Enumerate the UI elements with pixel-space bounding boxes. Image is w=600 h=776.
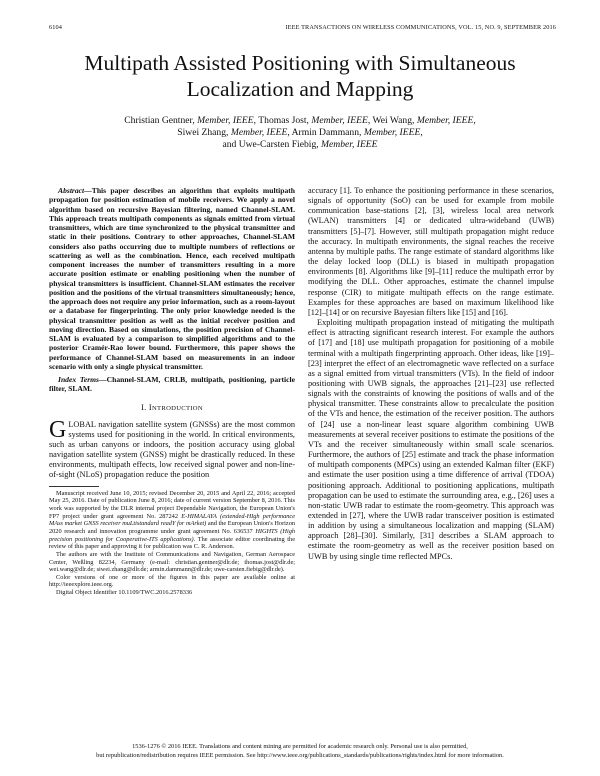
author-line-1: Christian Gentner, Member, IEEE, Thomas Jost, Member, IEEE, Wei Wang, Member, IEEE, xyxy=(124,115,476,126)
author-role: Member, IEEE xyxy=(321,139,378,150)
index-terms: Index Terms—Channel-SLAM, CRLB, multipath, positioning, particle filter, SLAM. xyxy=(49,375,295,394)
author-list xyxy=(60,115,540,151)
index-terms-text: Channel-SLAM, CRLB, multipath, positioning, particle filter, SLAM. xyxy=(49,375,295,394)
section-heading-introduction: I. INTRODUCTION xyxy=(141,402,203,412)
copyright-line-2: but republication/redistribution requires IEEE permission. See http://www.ieee.org/publications_standards/publications/rights/index.html for more information. xyxy=(96,751,504,759)
title-line-2: Localization and Mapping xyxy=(186,77,414,101)
drop-cap: G xyxy=(49,416,67,443)
paper-title xyxy=(30,50,570,102)
footnote-doi: Digital Object Identifier 10.1109/TWC.2016.2578336 xyxy=(56,589,193,597)
author-name: Wei Wang, xyxy=(372,115,415,126)
body-paragraph-2: Exploiting multipath propagation instead of mitigating the multipath effect is attracting significant research interest. For example the authors of [17] and [18] use multipath propagation for positioning of a mobile terminal with a multipath fingerprinting approach. Other ideas, like [19]–[23] interpret the effect of an electromagnetic wave reflected on a surface as a signal emitted from virtual transmitters (VTs). In the field of indoor positioning with UWB signals, the approaches [21]–[23] use reflected signals with the constraints of knowing the positions of walls and of the physical transmitter. These constraints allow to precalculate the position of the VTs and hence, the estimation of the receiver position. The authors of [24] use a non-linear least square algorithm combining UWB measurements at several receiver positions to estimate the positions of the VTs and the receiver simultaneously within small scale scenarios. Furthermore, the authors of [25] estimate and track the phase information of multipath components (MPCs) using an extended Kalman filter (EKF) and estimate the user position using a time difference of arrival (TDOA) positioning approach. Additional to positioning applications, multipath propagation can be used to estimate the surrounding area, e.g., [26] uses a non-static UWB radar to estimate the room-geometry. This approach was extended in [27], where the UWB radar transceiver position is estimated in addition by using a simultaneous localization and mapping (SLAM) approach [28]–[30]. Similarly, [31] describes a SLAM approach to estimate the room-geometry as well as the receiver position based on UWB by using single time reflected MPCs. xyxy=(308,318,554,561)
author-role: Member, IEEE xyxy=(230,127,288,138)
author-name: Thomas Jost, xyxy=(258,115,309,126)
author-line-3 xyxy=(60,139,540,151)
author-role: Member, IEEE xyxy=(311,115,368,126)
journal-name: IEEE TRANSACTIONS ON WIRELESS COMMUNICATIONS, VOL. 15, NO. 9, SEPTEMBER 2016 xyxy=(285,24,556,31)
copyright-line-1: 1536-1276 © 2016 IEEE. Translations and content mining are permitted for academic research only. Personal use is also permitted, xyxy=(132,743,468,750)
copyright-footer xyxy=(40,743,560,760)
left-column xyxy=(49,186,295,597)
author-role: Member, IEEE xyxy=(416,115,474,126)
intro-paragraph: GLOBAL navigation satellite system (GNSSs) are the most common systems used for positioning in the world. In critical environments, such as urban canyons or indoors, the position accuracy using global navigation satellite system (GNSS) might be drastically reduced. In these environments, multipath effects, low received signal power and non-line-of-sight (NLoS) propagation reduce the position xyxy=(49,416,295,480)
body-paragraph-1: accuracy [1]. To enhance the positioning performance in these scenarios, signals of opportunity (SoO) can be used for example from mobile communication base-stations [2], [3], wireless local area network (WLAN) transmitters [4] or dedicated ultra-wideband (UWB) transmitters [5]–[7]. However, still multipath propagation might reduce the accuracy. In multipath environments, the signal reaches the receive antenna by multiple paths. The range estimate of standard algorithms like the delay locked loop (DLL) is biased in multipath propagation environments [8]. Algorithms like [9]–[11] reduce the multipath error by modifying the DLL. Other approaches, estimate the channel impulse response (CIR) to mitigate multipath effects on the range estimate. Examples for these approaches are based on maximum likelihood like [12]–[14] or on recursive Bayesian filters like [15] and [16]. xyxy=(308,186,554,317)
footnote-received: Manuscript received June 10, 2015; revised December 20, 2015 and April 22, 2016; accepted May 25, 2016. Date of publication June 8, 2016; date of current version September 8, 2016. This work was supported by the DLR internal project Dependable Navigation, the European Union's FP7 project under grant agreement No. 287242 E-HIMALAYA (extended-HIgh performance MAss market GNSS receiver muLtistandard readY for mArket) and the European Union's Horizon 2020 research and innovation programme under grant agreement No. 636537 HIGHTS (High precision positioning for Cooperative-ITS applications). The associate editor coordinating the review of this paper and approving it for publication was C. R. Anderson. xyxy=(49,489,296,551)
author-name: and Uwe-Carsten Fiebig, xyxy=(222,139,319,150)
title-line-1: Multipath Assisted Positioning with Simultaneous xyxy=(84,51,516,75)
author-line-2: Siwei Zhang, Member, IEEE, Armin Dammann, Member, IEEE, xyxy=(177,127,423,138)
page-number: 6104 xyxy=(49,24,62,31)
footnote-divider xyxy=(49,486,99,487)
author-name: Armin Dammann, xyxy=(291,127,362,138)
footnote-affiliation: The authors are with the Institute of Communications and Navigation, German Aerospace Center, Weßling 82234, Germany (e-mail: christian.gentner@dlr.de; thomas.jost@dlr.de; wei.wang@dlr.de; siwei.zhang@dlr.de; armin.dammann@dlr.de; uwe-carsten.fiebig@dlr.de). xyxy=(49,550,295,574)
abstract: Abstract—This paper describes an algorithm that exploits multipath propagation for position estimation of mobile receivers. We apply a novel algorithm based on recursive Bayesian filtering, named Channel-SLAM. This approach treats multipath components as signals emitted from virtual transmitters, which are time synchronized to the physical transmitter and static in their positions. Contrary to other approaches, Channel-SLAM considers also paths occurring due to multiple numbers of reflections or scattering as well as the combination. Hence, each received multipath component increases the number of transmitters resulting in a more accurate position estimate or enabling positioning when the number of physical transmitters is insufficient. Channel-SLAM estimates the receiver position and the positions of the virtual transmitters simultaneously; hence, the approach does not require any prior information, such as a room-layout or a database for fingerprinting. The only prior knowledge needed is the physical transmitter position as well as the initial receiver position and moving direction. Based on simulations, the position precision of Channel-SLAM is evaluated by a comparison to simplified algorithms and to the posterior Cramér-Rao lower bound. Furthermore, this paper shows the performance of Channel-SLAM based on measurements in an indoor scenario with only a single physical transmitter. xyxy=(49,186,295,371)
abstract-text: This paper describes an algorithm that exploits multipath propagation for position estimation of mobile receivers. We apply a novel algorithm based on recursive Bayesian filtering, named Channel-SLAM. This approach treats multipath components as signals emitted from virtual transmitters, which are time synchronized to the physical transmitter and static in their positions. Contrary to other approaches, Channel-SLAM considers also paths occurring due to multiple numbers of reflections or scattering as well as the combination. Hence, each received multipath component increases the number of transmitters resulting in a more accurate position estimate or enabling positioning when the number of physical transmitters is insufficient. Channel-SLAM estimates the receiver position and the positions of the virtual transmitters simultaneously; hence, the approach does not require any prior information, such as a room-layout or a database for fingerprinting. The only prior knowledge needed is the physical transmitter position as well as the initial receiver position and moving direction. Based on simulations, the position precision of Channel-SLAM is evaluated by a comparison to simplified algorithms and to the posterior Cramér-Rao lower bound. Furthermore, this paper shows the performance of Channel-SLAM based on measurements in an indoor scenario with only a single physical transmitter. xyxy=(49,186,295,371)
footnotes xyxy=(49,490,295,597)
author-name: Christian Gentner, xyxy=(124,115,195,126)
right-column xyxy=(308,186,554,562)
footnote-color: Color versions of one or more of the figures in this paper are available online at http://ieeexplore.ieee.org. xyxy=(49,573,295,589)
running-head xyxy=(49,24,556,34)
author-role: Member, IEEE xyxy=(363,127,421,138)
author-role: Member, IEEE xyxy=(197,115,254,126)
author-name: Siwei Zhang, xyxy=(177,127,229,138)
